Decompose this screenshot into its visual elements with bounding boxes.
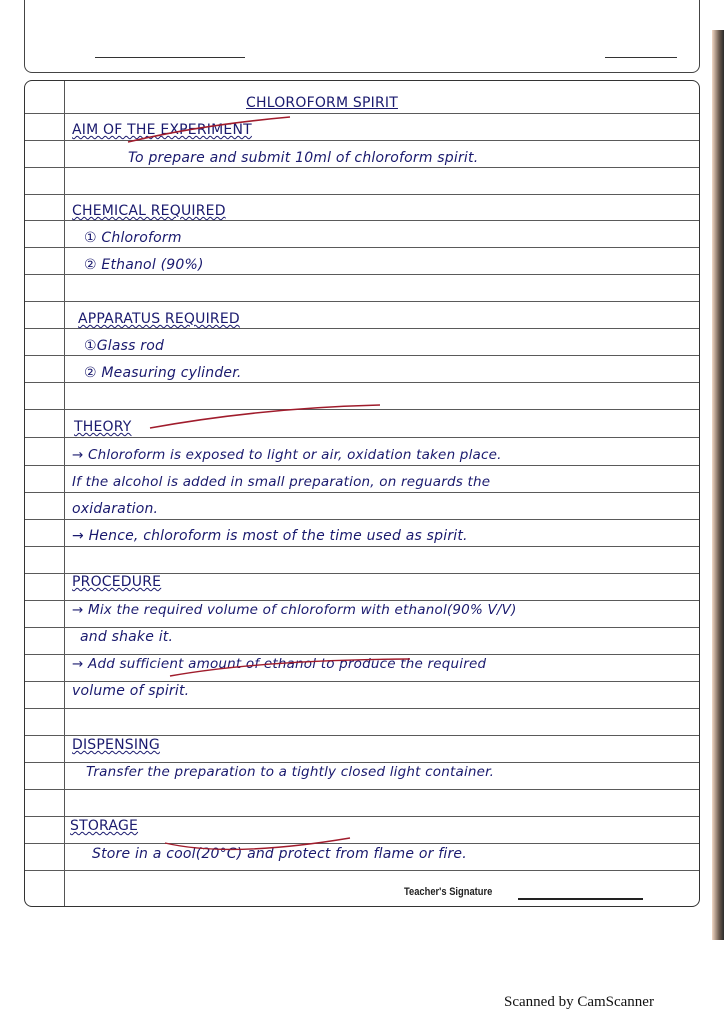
dispensing-heading: DISPENSING (72, 737, 160, 753)
red-mark-aim (128, 117, 290, 142)
chemicals-heading: CHEMICAL REQUIRED (72, 203, 226, 219)
chemical-item: ① Chloroform (84, 230, 182, 246)
procedure-line: → Mix the required volume of chloroform with ethanol(90% V/V) (72, 602, 517, 618)
dispensing-text: Transfer the preparation to a tightly closed light container. (86, 764, 495, 780)
red-mark-storage (165, 838, 350, 849)
red-mark-theory (150, 405, 380, 428)
apparatus-item: ①Glass rod (84, 338, 165, 354)
aim-text: To prepare and submit 10ml of chloroform spirit. (128, 150, 479, 166)
apparatus-heading: APPARATUS REQUIRED (78, 311, 240, 327)
storage-text: Store in a cool(20°C) and protect from flame or fire. (92, 846, 467, 862)
theory-line: → Hence, chloroform is most of the time used as spirit. (72, 528, 468, 544)
storage-heading: STORAGE (70, 818, 139, 834)
theory-heading: THEORY (74, 419, 132, 435)
signature-line (518, 898, 643, 900)
apparatus-item: ② Measuring cylinder. (84, 365, 242, 381)
red-mark-procedure (170, 659, 410, 676)
theory-line: → Chloroform is exposed to light or air, oxidation taken place. (72, 447, 502, 463)
chemical-item: ② Ethanol (90%) (84, 257, 204, 273)
procedure-line: and shake it. (80, 629, 174, 645)
aim-heading: AIM OF THE EXPERIMENT (72, 122, 252, 138)
teacher-signature-label: Teacher's Signature (404, 886, 493, 898)
theory-line: oxidaration. (72, 501, 159, 517)
page-title: CHLOROFORM SPIRIT (246, 95, 398, 111)
procedure-heading: PROCEDURE (72, 574, 162, 590)
procedure-line: → Add sufficient amount of ethanol to produce the required (72, 656, 487, 672)
theory-line: If the alcohol is added in small preparation, on reguards the (72, 474, 491, 490)
camscanner-watermark: Scanned by CamScanner (504, 994, 654, 1010)
procedure-line: volume of spirit. (72, 683, 190, 699)
